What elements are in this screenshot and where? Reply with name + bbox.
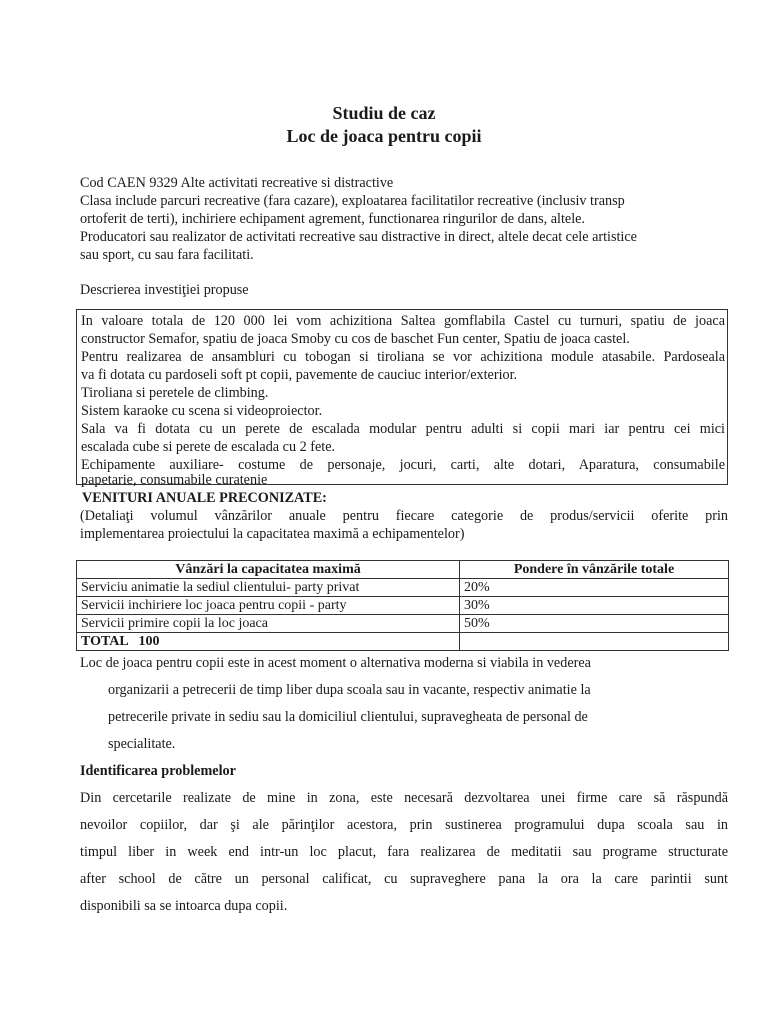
paragraph-line: Loc de joaca pentru copii este in acest moment o alternativa moderna si viabila in vederea <box>80 655 591 671</box>
document-title: Studiu de caz <box>332 103 436 123</box>
table-row <box>77 615 729 633</box>
table-cell: 30% <box>460 597 729 615</box>
table-total: TOTAL 100 <box>77 633 460 651</box>
box-line: Tiroliana si peretele de climbing. <box>81 385 269 401</box>
box-line: papetarie, consumabile curatenie <box>81 472 268 488</box>
paragraph-line: petrecerile private in sediu sau la domiciliul clientului, supravegheata de personal de <box>108 709 588 725</box>
revenue-heading: VENITURI ANUALE PRECONIZATE: <box>82 490 327 506</box>
document-subtitle: Loc de joaca pentru copii <box>286 126 482 146</box>
intro-line: Producatori sau realizator de activitati recreative sau distractive in direct, altele decat cele artistice <box>80 229 637 245</box>
problems-heading: Identificarea problemelor <box>80 763 236 779</box>
investment-description-box <box>76 309 728 488</box>
box-line: Echipamente auxiliare- costume de personaje, jocuri, carti, alte dotari, Aparatura, consumabile <box>81 457 725 473</box>
box-line: In valoare totala de 120 000 lei vom achizitiona Saltea gomflabila Castel cu turnuri, spatiu de joaca <box>81 313 725 329</box>
table-header: Pondere în vânzările totale <box>460 561 729 579</box>
box-line: escalada cube si perete de escalada cu 2 fete. <box>81 439 336 455</box>
paragraph-line: after school de către un personal calificat, cu supraveghere pana la ora la care parintii sunt <box>80 871 728 887</box>
table-cell <box>460 633 729 651</box>
intro-line: ortoferit de terti), inchiriere echipament agrement, functionarea ringurilor de dans, altele. <box>80 211 586 227</box>
table-cell: 20% <box>460 579 729 597</box>
paragraph-line: disponibili sa se intoarca dupa copii. <box>80 898 288 914</box>
revenue-note-line: (Detaliaţi volumul vânzărilor anuale pentru fiecare categorie de produs/servicii oferite prin <box>80 508 728 524</box>
table-cell: Serviciu animatie la sediul clientului- party privat <box>77 579 460 597</box>
paragraph-line: specialitate. <box>108 736 176 752</box>
intro-line: Clasa include parcuri recreative (fara cazare), exploatarea facilitatilor recreative (inclusiv transp <box>80 193 625 209</box>
intro-line: Cod CAEN 9329 Alte activitati recreative si distractive <box>80 175 394 191</box>
table-header-row <box>77 561 729 579</box>
revenue-note-line: implementarea proiectului la capacitatea maximă a echipamentelor) <box>80 526 465 542</box>
paragraph-line: organizarii a petrecerii de timp liber dupa scoala sau in vacante, respectiv animatie la <box>108 682 591 698</box>
intro-line: sau sport, cu sau fara facilitati. <box>80 247 254 263</box>
paragraph-line: timpul liber in week end intr-un loc placut, fara realizarea de meditatii sau programe structurate <box>80 844 728 860</box>
table-cell: 50% <box>460 615 729 633</box>
box-line: constructor Semafor, spatiu de joaca Smoby cu cos de baschet Fun center, Spatiu de joaca castel. <box>81 331 630 347</box>
box-line: Sala va fi dotata cu un perete de escalada modular pentru adulti si copii mari iar pentru cei mici <box>81 421 725 437</box>
box-line: Sistem karaoke cu scena si videoproiector. <box>81 403 323 419</box>
sales-table <box>76 560 729 651</box>
table-cell: Servicii inchiriere loc joaca pentru copii - party <box>77 597 460 615</box>
table-header: Vânzări la capacitatea maximă <box>77 561 460 579</box>
box-line: va fi dotata cu pardoseli soft pt copii, pavemente de cauciuc interior/exterior. <box>81 367 518 383</box>
table-total-row <box>77 633 729 651</box>
paragraph-line: nevoilor copiilor, dar şi ale părinţilor acestora, prin sustinerea programului dupa scoala sau in <box>80 817 728 833</box>
box-line: Pentru realizarea de ansambluri cu tobogan si tiroliana se vor achizitiona module atasabile. Pardoseala <box>81 349 725 365</box>
description-heading: Descrierea investiţiei propuse <box>80 282 249 298</box>
table-cell: Servicii primire copii la loc joaca <box>77 615 460 633</box>
paragraph-line: Din cercetarile realizate de mine in zona, este necesară dezvoltarea unei firme care să răspundă <box>80 790 728 806</box>
table-row <box>77 597 729 615</box>
table-row <box>77 579 729 597</box>
